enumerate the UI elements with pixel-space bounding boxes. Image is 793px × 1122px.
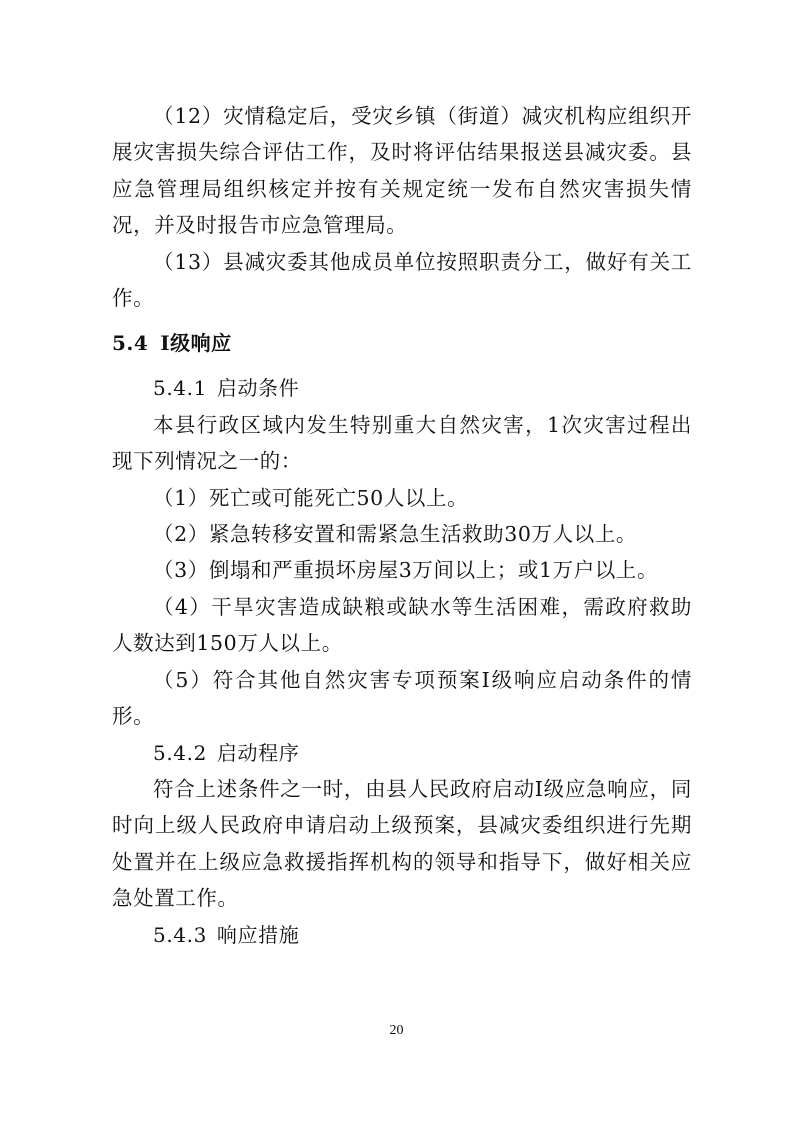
section-title: Ⅰ级响应 bbox=[160, 331, 232, 356]
subheading-number: 5.4.3 bbox=[153, 922, 207, 947]
subheading-number: 5.4.1 bbox=[153, 376, 207, 401]
subheading-5-4-2 bbox=[112, 735, 692, 771]
subheading-number: 5.4.2 bbox=[153, 740, 207, 765]
paragraph-condition-3: （3）倒塌和严重损坏房屋3万间以上；或1万户以上。 bbox=[153, 558, 659, 583]
section-heading-5-4 bbox=[112, 316, 692, 370]
subheading-5-4-3 bbox=[112, 917, 692, 953]
paragraph-condition-1: （1）死亡或可能死亡50人以上。 bbox=[153, 485, 469, 510]
subheading-title: 响应措施 bbox=[216, 922, 300, 947]
paragraph-condition-4: （4）干旱灾害造成缺粮或缺水等生活困难，需政府救助人数达到150万人以上。 bbox=[112, 594, 692, 656]
paragraph-item-13: （13）县减灾委其他成员单位按照职责分工，做好有关工作。 bbox=[112, 249, 692, 311]
paragraph-item-12: （12）灾情稳定后，受灾乡镇（街道）减灾机构应组织开展灾害损失综合评估工作，及时将评估结果报送县减灾委。县应急管理局组织核定并按有关规定统一发布自然灾害损失情况，并及时报告市应急管理局。 bbox=[112, 104, 692, 238]
document-body bbox=[112, 98, 692, 953]
subheading-title: 启动程序 bbox=[216, 740, 300, 765]
paragraph-trigger-intro: 本县行政区域内发生特别重大自然灾害，1次灾害过程出现下列情况之一的： bbox=[112, 412, 692, 474]
section-number: 5.4 bbox=[112, 331, 149, 356]
subheading-5-4-1 bbox=[112, 370, 692, 406]
page-number: 20 bbox=[389, 1023, 404, 1038]
paragraph-condition-2: （2）紧急转移安置和需紧急生活救助30万人以上。 bbox=[153, 522, 638, 547]
subheading-title: 启动条件 bbox=[216, 376, 300, 401]
paragraph-condition-5: （5）符合其他自然灾害专项预案Ⅰ级响应启动条件的情形。 bbox=[112, 667, 692, 729]
paragraph-procedure: 符合上述条件之一时，由县人民政府启动Ⅰ级应急响应，同时向上级人民政府申请启动上级预案，县减灾委组织进行先期处置并在上级应急救援指挥机构的领导和指导下，做好相关应急处置工作。 bbox=[112, 776, 692, 911]
